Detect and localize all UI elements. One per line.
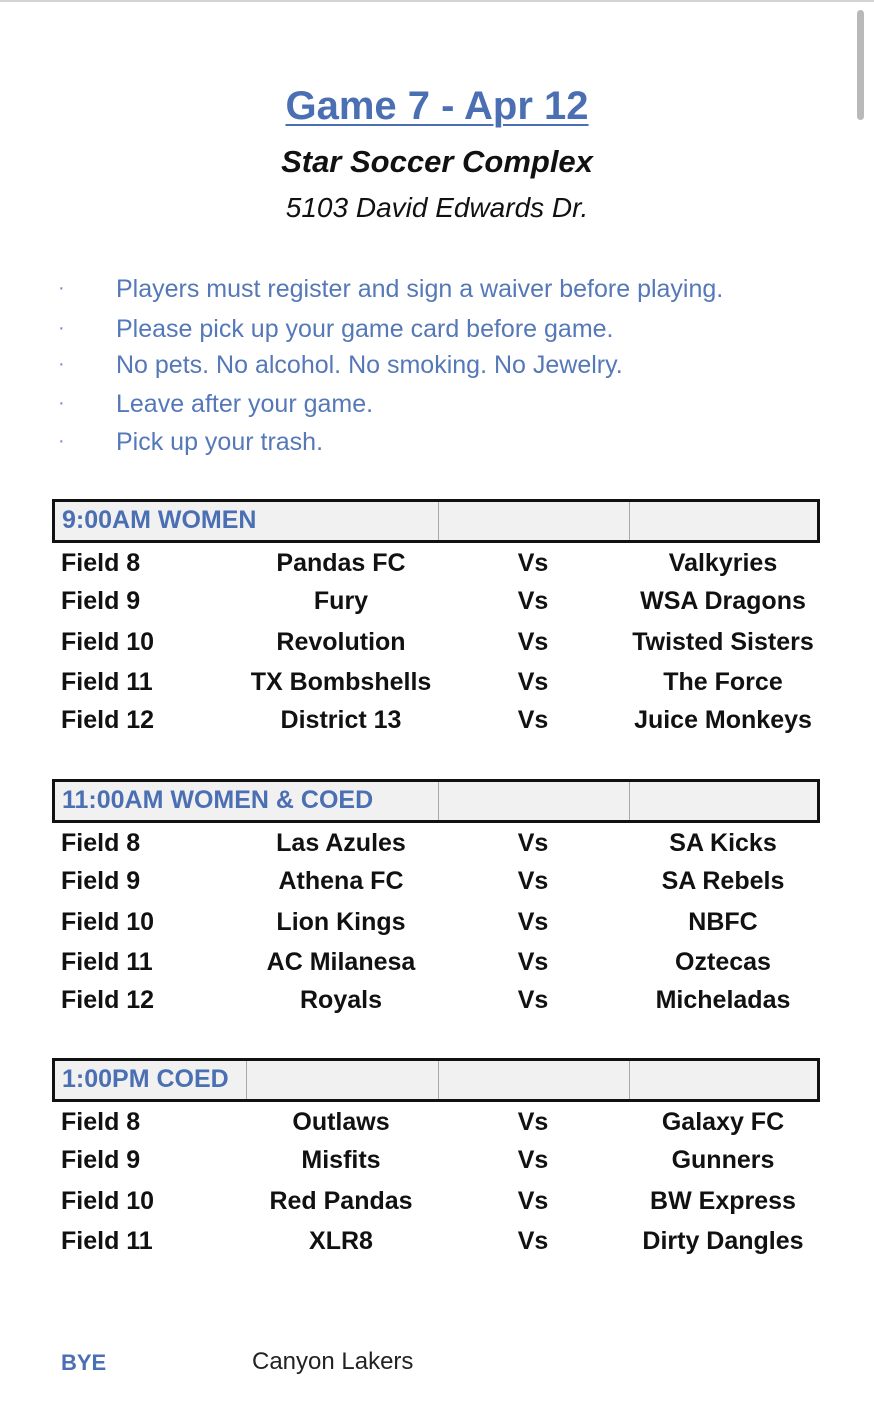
table-row: [52, 867, 820, 901]
field-cell: Field 11: [61, 948, 153, 976]
venue-name: Star Soccer Complex: [281, 144, 593, 179]
away-team-cell: SA Rebels: [661, 867, 785, 895]
table-row: [52, 668, 820, 702]
bullet-icon: ·: [58, 353, 65, 375]
table-row: [52, 706, 820, 740]
away-team-cell: Gunners: [671, 1146, 775, 1174]
table-row: [52, 628, 820, 662]
away-team-cell: Valkyries: [668, 549, 778, 577]
away-team-cell: SA Kicks: [669, 829, 777, 857]
vs-cell: Vs: [517, 948, 549, 976]
table-row: [52, 1187, 820, 1221]
cell-divider: [438, 1061, 439, 1099]
field-cell: Field 9: [61, 587, 141, 615]
page-title: Game 7 - Apr 12: [285, 84, 589, 128]
vs-cell: Vs: [517, 1187, 549, 1215]
home-team-cell: Revolution: [276, 628, 406, 656]
rule-text: No pets. No alcohol. No smoking. No Jewelry.: [116, 351, 623, 379]
away-team-cell: Oztecas: [675, 948, 771, 976]
field-cell: Field 11: [61, 1227, 153, 1255]
home-team-cell: XLR8: [309, 1227, 373, 1255]
field-cell: Field 8: [61, 1108, 141, 1136]
rule-item: [0, 315, 874, 349]
session-block: [52, 779, 820, 1019]
away-team-cell: BW Express: [650, 1187, 796, 1215]
bye-team: Canyon Lakers: [252, 1348, 414, 1375]
rule-text: Players must register and sign a waiver before playing.: [116, 275, 724, 303]
cell-divider: [629, 1061, 630, 1099]
vs-cell: Vs: [517, 829, 549, 857]
away-team-cell: Micheladas: [655, 986, 791, 1014]
venue-address: 5103 David Edwards Dr.: [285, 192, 589, 223]
home-team-cell: Outlaws: [292, 1108, 390, 1136]
bye-label: BYE: [61, 1350, 107, 1375]
field-cell: Field 9: [61, 1146, 141, 1174]
field-cell: Field 12: [61, 986, 155, 1014]
rule-item: [0, 428, 874, 462]
home-team-cell: Pandas FC: [276, 549, 406, 577]
session-label: 1:00PM COED: [62, 1065, 229, 1093]
rule-text: Pick up your trash.: [116, 428, 324, 456]
session-block: [52, 1058, 820, 1268]
home-team-cell: AC Milanesa: [266, 948, 416, 976]
cell-divider: [629, 782, 630, 820]
table-row: [52, 948, 820, 982]
away-team-cell: The Force: [663, 668, 783, 696]
away-team-cell: Galaxy FC: [661, 1108, 785, 1136]
away-team-cell: Dirty Dangles: [642, 1227, 804, 1255]
session-label: 11:00AM WOMEN & COED: [62, 786, 374, 814]
home-team-cell: Misfits: [301, 1146, 381, 1174]
field-cell: Field 11: [61, 668, 153, 696]
table-row: [52, 1227, 820, 1261]
vs-cell: Vs: [517, 668, 549, 696]
cell-divider: [438, 502, 439, 540]
table-row: [52, 908, 820, 942]
vs-cell: Vs: [517, 628, 549, 656]
away-team-cell: Juice Monkeys: [634, 706, 812, 734]
cell-divider: [438, 782, 439, 820]
home-team-cell: District 13: [280, 706, 402, 734]
table-row: [52, 549, 820, 583]
cell-divider: [629, 502, 630, 540]
table-row: [52, 986, 820, 1020]
home-team-cell: TX Bombshells: [250, 668, 432, 696]
field-cell: Field 12: [61, 706, 155, 734]
home-team-cell: Lion Kings: [276, 908, 406, 936]
rule-item: [0, 390, 874, 424]
rule-text: Leave after your game.: [116, 390, 374, 418]
cell-divider: [246, 1061, 247, 1099]
vs-cell: Vs: [517, 1146, 549, 1174]
vs-cell: Vs: [517, 587, 549, 615]
vs-cell: Vs: [517, 1108, 549, 1136]
vs-cell: Vs: [517, 908, 549, 936]
field-cell: Field 9: [61, 867, 141, 895]
home-team-cell: Red Pandas: [269, 1187, 413, 1215]
field-cell: Field 8: [61, 829, 141, 857]
vs-cell: Vs: [517, 986, 549, 1014]
bullet-icon: ·: [58, 392, 65, 414]
rule-item: [0, 275, 874, 309]
table-row: [52, 1146, 820, 1180]
vs-cell: Vs: [517, 1227, 549, 1255]
away-team-cell: NBFC: [688, 908, 758, 936]
field-cell: Field 10: [61, 1187, 155, 1215]
vs-cell: Vs: [517, 549, 549, 577]
bullet-icon: ·: [58, 430, 65, 452]
home-team-cell: Fury: [313, 587, 369, 615]
field-cell: Field 10: [61, 908, 155, 936]
session-header: [52, 1058, 820, 1102]
rule-item: [0, 351, 874, 385]
away-team-cell: WSA Dragons: [640, 587, 806, 615]
bullet-icon: ·: [58, 317, 65, 339]
table-row: [52, 587, 820, 621]
session-header: [52, 779, 820, 823]
vs-cell: Vs: [517, 867, 549, 895]
field-cell: Field 8: [61, 549, 141, 577]
table-row: [52, 829, 820, 863]
session-header: [52, 499, 820, 543]
home-team-cell: Las Azules: [276, 829, 406, 857]
field-cell: Field 10: [61, 628, 155, 656]
home-team-cell: Royals: [300, 986, 382, 1014]
table-row: [52, 1108, 820, 1142]
home-team-cell: Athena FC: [278, 867, 404, 895]
session-block: [52, 499, 820, 739]
vs-cell: Vs: [517, 706, 549, 734]
rule-text: Please pick up your game card before game.: [116, 315, 614, 343]
session-label: 9:00AM WOMEN: [62, 506, 257, 534]
bullet-icon: ·: [58, 277, 65, 299]
away-team-cell: Twisted Sisters: [632, 628, 814, 656]
top-divider: [0, 0, 874, 2]
